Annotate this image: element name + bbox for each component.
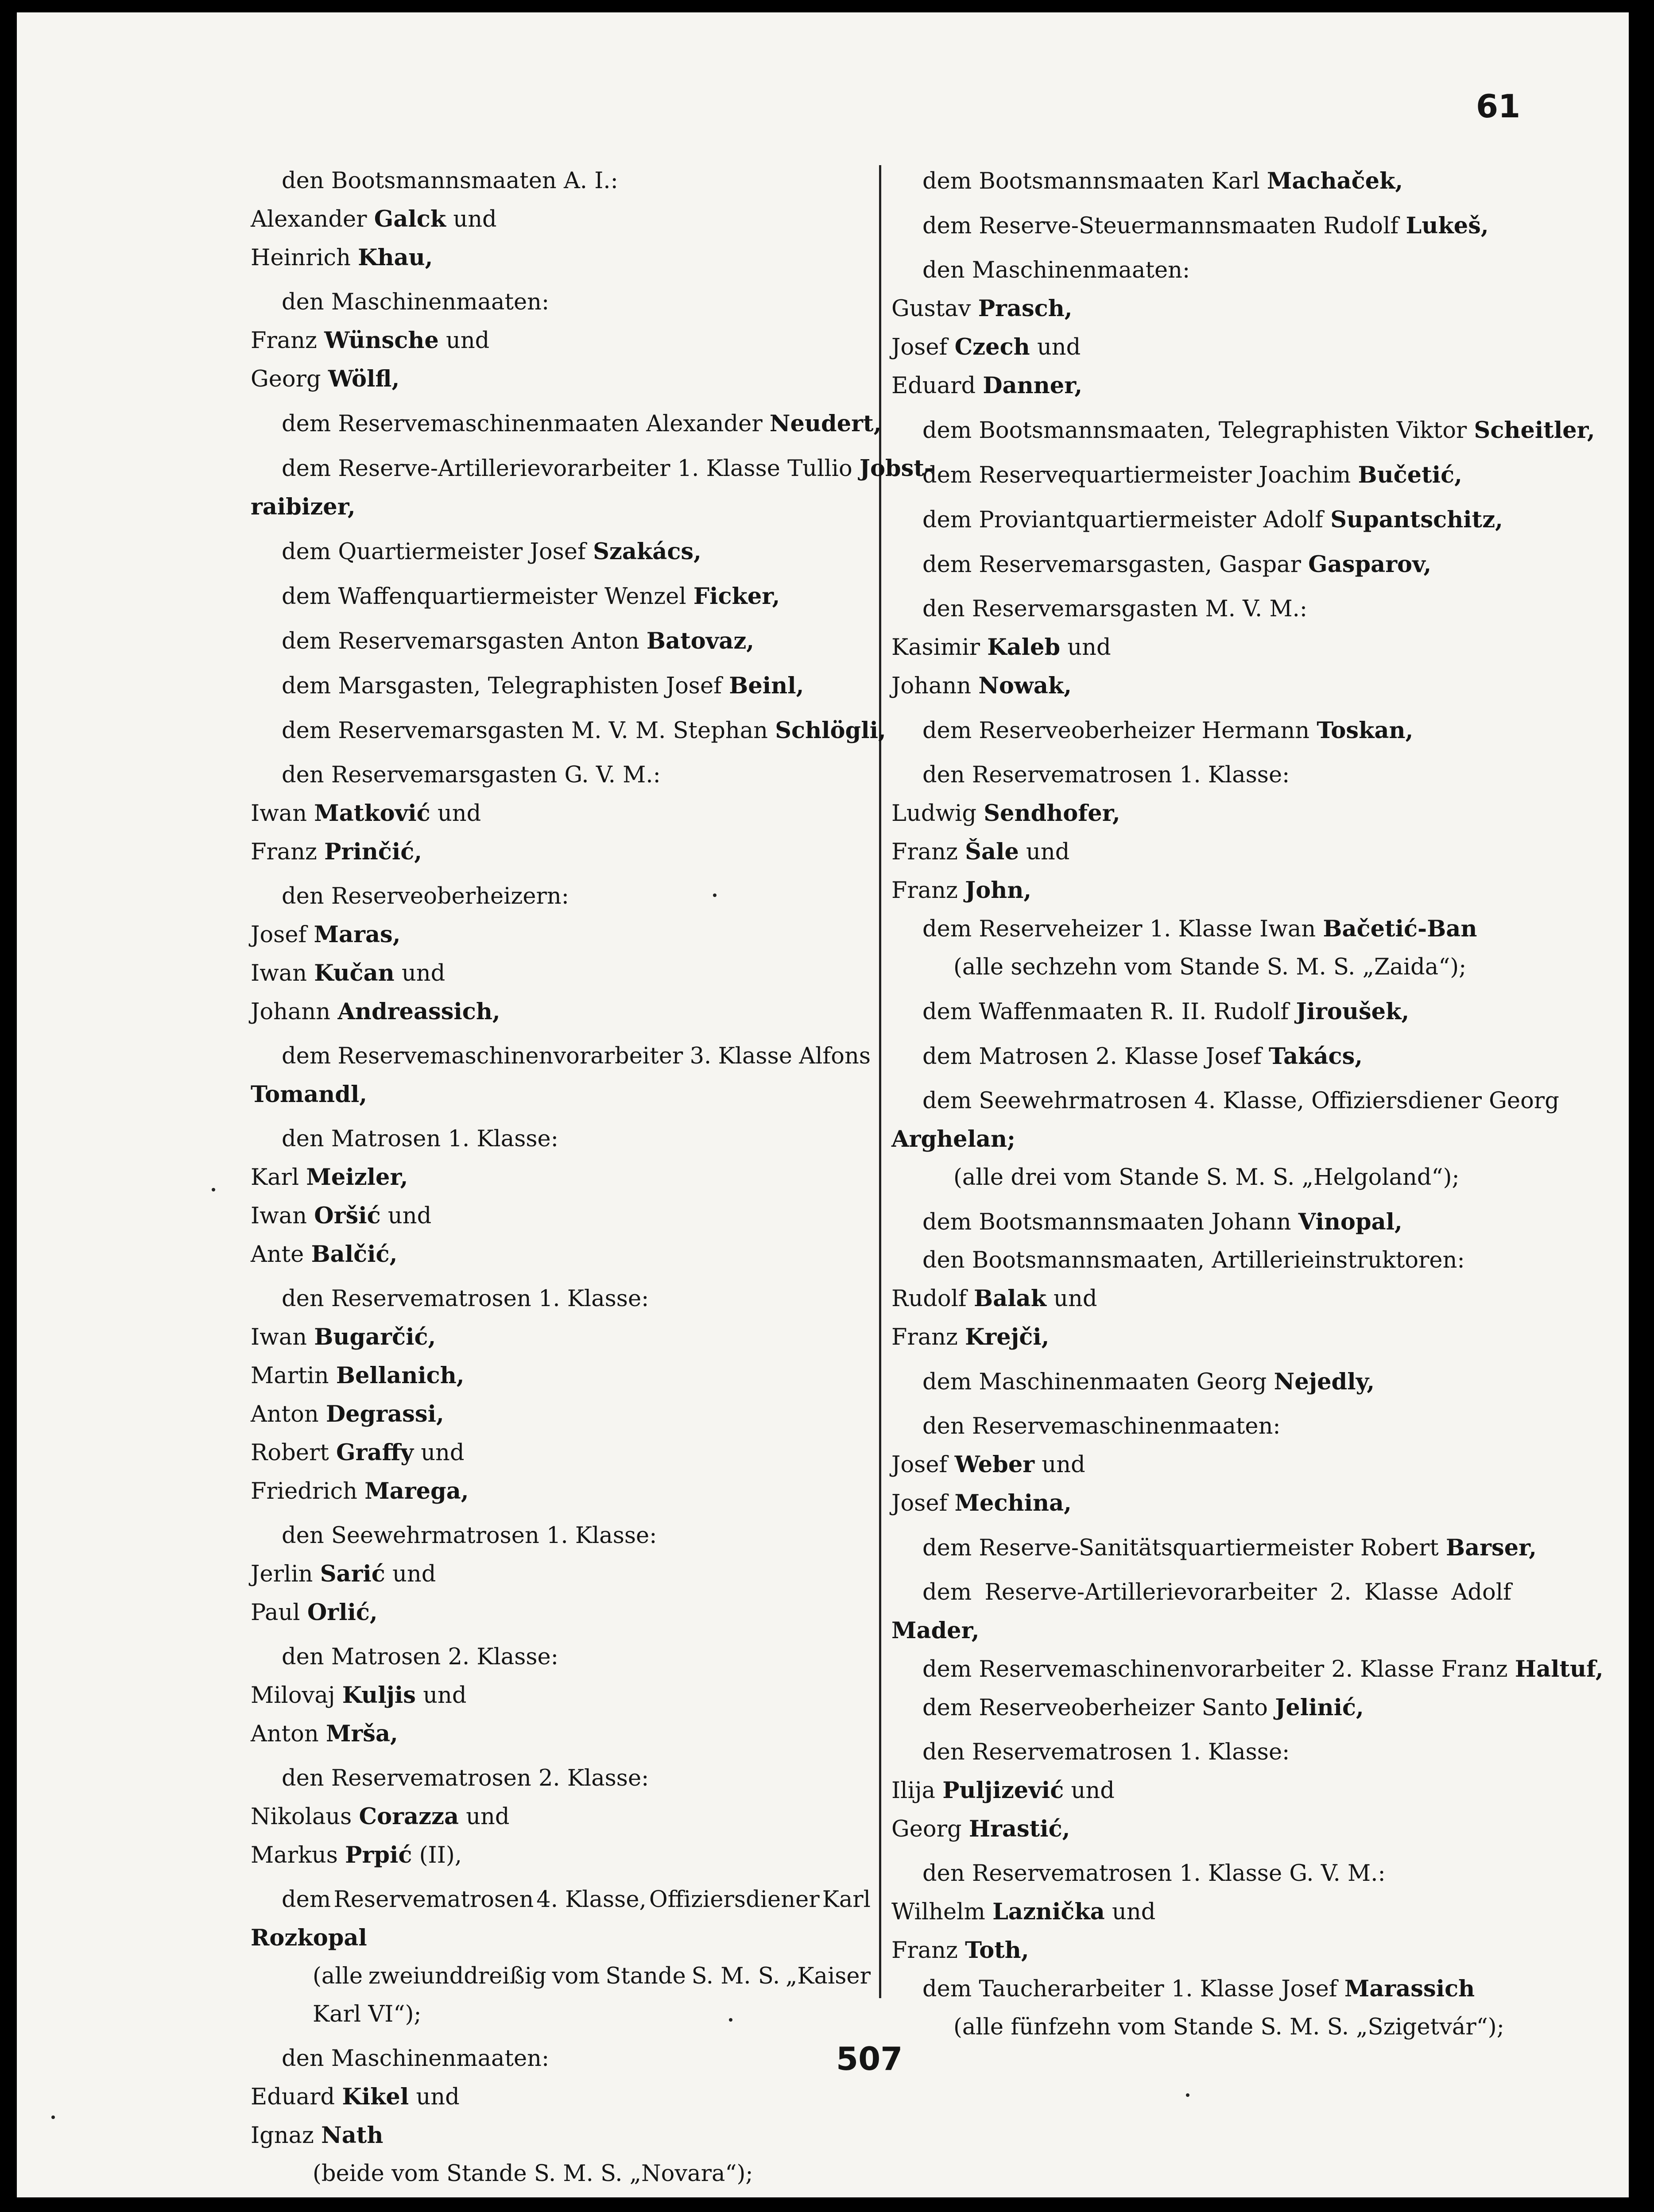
- name-line: Eduard Kikel und: [251, 2084, 460, 2110]
- name-line: Heinrich Khau,: [251, 244, 433, 271]
- stande-note: (alle fünfzehn vom Stande S. M. S. „Szigetvár“);: [953, 2014, 1504, 2040]
- name-line: Josef Mechina,: [891, 1490, 1072, 1516]
- name-line: Ignaz Nath: [251, 2122, 383, 2149]
- name-line: Josef Maras,: [251, 921, 401, 948]
- group-heading: den Maschinenmaaten:: [922, 257, 1190, 283]
- name-line: Franz John,: [891, 877, 1032, 904]
- group-heading: den Reservematrosen 1. Klasse:: [282, 1286, 649, 1312]
- document-page: [17, 12, 1629, 2197]
- group-heading: den Reservematrosen 1. Klasse G. V. M.:: [922, 1860, 1386, 1887]
- name-line: Robert Graffy und: [251, 1439, 465, 1466]
- entry-line: dem Reserve-Steuermannsmaaten Rudolf Lukeš,: [922, 213, 1489, 239]
- entry-line: dem Waffenquartiermeister Wenzel Ficker,: [282, 583, 780, 610]
- name-line: Rudolf Balak und: [891, 1285, 1097, 1312]
- group-heading: den Reservemarsgasten G. V. M.:: [282, 762, 661, 788]
- group-heading: den Reservematrosen 2. Klasse:: [282, 1765, 649, 1791]
- name-line: Anton Degrassi,: [251, 1401, 444, 1427]
- entry-continuation: raibizer,: [251, 494, 356, 520]
- name-line: Kasimir Kaleb und: [891, 634, 1111, 661]
- name-line: Markus Prpić (II),: [251, 1842, 462, 1868]
- name-line: Johann Andreassich,: [251, 998, 500, 1025]
- entry-line: dem Reservemaschinenvorarbeiter 2. Klasse Franz Haltuf,: [922, 1656, 1604, 1682]
- entry-line: dem Matrosen 2. Klasse Josef Takács,: [922, 1043, 1363, 1070]
- group-heading: den Seewehrmatrosen 1. Klasse:: [282, 1523, 657, 1549]
- name-line: Ludwig Sendhofer,: [891, 800, 1120, 827]
- group-heading: den Reserveoberheizern:: [282, 883, 569, 909]
- name-line: Eduard Danner,: [891, 372, 1083, 399]
- entry-line-justified: dem Reservemaschinenvorarbeiter 3. Klasse Alfons: [282, 1043, 871, 1069]
- group-heading: den Bootsmannsmaaten A. I.:: [282, 168, 618, 194]
- group-heading: den Maschinenmaaten:: [282, 289, 550, 315]
- stande-note-continuation: Karl VI“);: [313, 2001, 422, 2027]
- name-line: Ilija Puljizević und: [891, 1777, 1115, 1804]
- entry-line: dem Seewehrmatrosen 4. Klasse, Offiziersdiener Georg: [922, 1088, 1559, 1114]
- entry-line: dem Reservemaschinenmaaten Alexander Neudert,: [282, 410, 882, 437]
- group-heading: den Matrosen 2. Klasse:: [282, 1644, 558, 1670]
- entry-line: dem Taucherarbeiter 1. Klasse Josef Marassich: [922, 1976, 1475, 2002]
- entry-line: dem Reserve-Artillerievorarbeiter 1. Klasse Tullio Jobst-: [282, 455, 934, 482]
- stande-note: (alle drei vom Stande S. M. S. „Helgoland“);: [953, 1164, 1460, 1191]
- name-line: Josef Czech und: [891, 334, 1081, 360]
- entry-continuation: Rozkopal: [251, 1925, 367, 1951]
- entry-continuation: Mader,: [891, 1617, 980, 1644]
- name-line: Iwan Kučan und: [251, 960, 445, 986]
- name-line: Georg Wölfl,: [251, 366, 400, 392]
- entry-line: dem Reservemarsgasten, Gaspar Gasparov,: [922, 551, 1432, 578]
- name-line: Milovaj Kuljis und: [251, 1682, 467, 1709]
- name-line: Iwan Matković und: [251, 800, 481, 827]
- name-line: Franz Toth,: [891, 1937, 1029, 1964]
- entry-line-justified: dem Reserve-Artillerievorarbeiter 2. Klasse Adolf: [922, 1579, 1511, 1605]
- entry-line: dem Bootsmannsmaaten Johann Vinopal,: [922, 1209, 1402, 1235]
- name-line: Franz Wünsche und: [251, 327, 490, 354]
- page-number: 61: [1476, 88, 1521, 125]
- ink-speck: [1186, 2093, 1189, 2097]
- entry-line: dem Reservemarsgasten M. V. M. Stephan Schlögli,: [282, 717, 886, 744]
- name-line: Jerlin Sarić und: [251, 1561, 436, 1587]
- entry-line: dem Marsgasten, Telegraphisten Josef Beinl,: [282, 673, 804, 699]
- entry-line: dem Waffenmaaten R. II. Rudolf Jiroušek,: [922, 998, 1410, 1025]
- entry-line-justified: dem Reservematrosen 4. Klasse, Offiziersdiener Karl: [282, 1887, 871, 1913]
- group-heading: den Bootsmannsmaaten, Artillerieinstruktoren:: [922, 1247, 1465, 1273]
- name-line: Anton Mrša,: [251, 1721, 398, 1747]
- name-line: Gustav Prasch,: [891, 295, 1073, 322]
- name-line: Iwan Bugarčić,: [251, 1324, 436, 1350]
- name-line: Franz Šale und: [891, 839, 1070, 865]
- entry-line: dem Quartiermeister Josef Szakács,: [282, 538, 701, 565]
- stande-note: (alle zweiunddreißig vom Stande S. M. S. „Kaiser: [313, 1963, 871, 1989]
- name-line: Franz Prinčić,: [251, 839, 422, 865]
- name-line: Franz Krejči,: [891, 1324, 1050, 1350]
- right-column: [891, 162, 1604, 2046]
- entry-line: dem Bootsmannsmaaten Karl Machaček,: [922, 168, 1403, 194]
- name-line: Wilhelm Lazničk​a und: [891, 1899, 1156, 1925]
- name-line: Johann Nowak,: [891, 673, 1072, 699]
- entry-continuation: Arghelan;: [891, 1126, 1015, 1152]
- entry-line: dem Maschinenmaaten Georg Nejedly,: [922, 1369, 1375, 1395]
- entry-line: dem Bootsmannsmaaten, Telegraphisten Viktor Scheitler,: [922, 417, 1595, 444]
- group-heading: den Matrosen 1. Klasse:: [282, 1126, 558, 1152]
- ink-speck: [212, 1188, 215, 1191]
- group-heading: den Reservemarsgasten M. V. M.:: [922, 596, 1308, 622]
- entry-line: dem Reserve-Sanitätsquartiermeister Robert Barser,: [922, 1535, 1537, 1561]
- footer-page-number: 507: [836, 2040, 903, 2077]
- entry-line: dem Reserveoberheizer Santo Jelinić,: [922, 1694, 1364, 1721]
- group-heading: den Reservematrosen 1. Klasse:: [922, 1739, 1290, 1765]
- ink-speck: [713, 893, 717, 897]
- entry-line: dem Reserveheizer 1. Klasse Iwan Bačetić-Ban: [922, 916, 1477, 942]
- group-heading: den Reservemaschinenmaaten:: [922, 1413, 1281, 1439]
- name-line: Josef Weber und: [891, 1451, 1085, 1478]
- group-heading: den Reservematrosen 1. Klasse:: [922, 762, 1290, 788]
- name-line: Ante Balčić,: [251, 1241, 398, 1268]
- group-heading: den Maschinenmaaten:: [282, 2046, 550, 2072]
- entry-line: dem Reserveoberheizer Hermann Toskan,: [922, 717, 1414, 744]
- ink-speck: [729, 2018, 732, 2022]
- name-line: Alexander Galck und: [251, 206, 497, 232]
- name-line: Iwan Oršić und: [251, 1203, 432, 1229]
- name-line: Georg Hrastić,: [891, 1816, 1070, 1842]
- name-line: Paul Orlić,: [251, 1599, 378, 1626]
- stande-note: (alle sechzehn vom Stande S. M. S. „Zaida“);: [953, 954, 1467, 980]
- entry-line: dem Reservequartiermeister Joachim Bučetić,: [922, 462, 1462, 488]
- name-line: Karl Meizler,: [251, 1164, 408, 1191]
- entry-line: dem Proviantquartiermeister Adolf Supantschitz,: [922, 507, 1503, 533]
- left-column: [251, 162, 934, 2193]
- stande-note: (beide vom Stande S. M. S. „Novara“);: [313, 2161, 753, 2187]
- entry-line: dem Reservemarsgasten Anton Batovaz,: [282, 628, 755, 654]
- entry-continuation: Tomandl,: [251, 1081, 367, 1108]
- name-line: Friedrich Marega,: [251, 1478, 469, 1504]
- name-line: Martin Bellanich,: [251, 1362, 465, 1389]
- ink-speck: [51, 2115, 55, 2119]
- name-line: Nikolaus Corazza und: [251, 1803, 510, 1830]
